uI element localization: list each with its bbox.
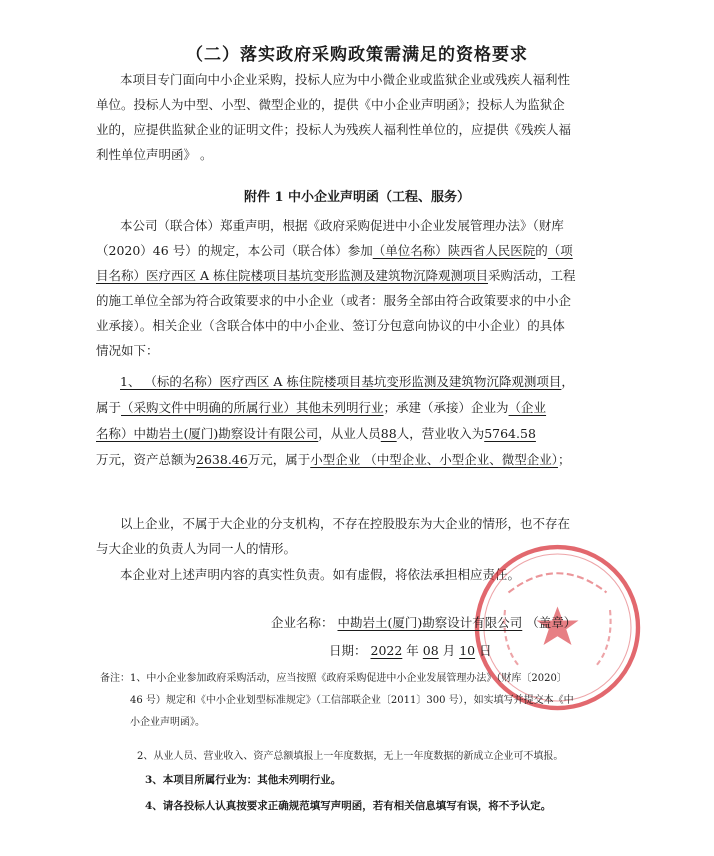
seal-label: （盖章） (526, 615, 577, 630)
item-text: 人，营业收入为 (396, 426, 485, 441)
date-year: 2022 (370, 643, 403, 658)
declaration-line-3 (96, 264, 576, 287)
item-line-4 (96, 448, 570, 471)
declaration-line-5: 业承接）。相关企业（含联合体中的中小企业、签订分包意向协议的中小企业）的具体 (96, 318, 565, 333)
item-line-2 (96, 396, 546, 419)
declaration-text: 采购活动，工程 (487, 268, 576, 283)
signature-date-line (329, 639, 492, 662)
note-2: 2、从业人员、营业收入、资产总额填报上一年度数据，无上一年度数据的新成立企业可不填报。 (137, 751, 564, 762)
signature-company: 中勘岩土(厦门)勘察设计有限公司 (337, 615, 523, 630)
item-text: ；承建（承接）企业为 (383, 400, 509, 415)
industry-field: （采购文件中明确的所属行业）其他未列明行业 (121, 400, 384, 415)
employees-field: 88 (380, 426, 397, 441)
project-name-field: 目名称）医疗西区 A 栋住院楼项目基坑变形监测及建筑物沉降观测项目 (96, 268, 488, 283)
subject-name-field: 1、 （标的名称）医疗西区 A 栋住院楼项目基坑变形监测及建筑物沉降观测项目 (120, 374, 562, 389)
item-text: 万元，属于 (247, 452, 311, 467)
date-month: 08 (422, 643, 439, 658)
declaration-line-1: 本公司（联合体）郑重声明，根据《政府采购促进中小企业发展管理办法》（财库 (120, 218, 564, 233)
date-text: 日 (479, 643, 492, 658)
signature-company-line (271, 611, 576, 634)
declaration-line-4: 的施工单位全部为符合政策要求的中小企业（或者：服务全部由符合政策要求的中小企 (96, 293, 572, 308)
intro-line-1: 本项目专门面向中小企业采购，投标人应为中小微企业或监狱企业或残疾人福利性 (120, 72, 571, 87)
signature-label: 企业名称： (271, 615, 334, 630)
project-name-field: （项 (547, 243, 573, 258)
intro-line-4: 利性单位声明函》 。 (96, 147, 213, 162)
intro-line-3: 业的，应提供监狱企业的证明文件；投标人为残疾人福利性单位的，应提供《残疾人福 (96, 122, 572, 137)
closing-line-1: 以上企业，不属于大企业的分支机构，不存在控股股东为大企业的情形，也不存在 (120, 516, 571, 531)
item-line-1 (120, 370, 574, 393)
closing-line-2: 与大企业的负责人为同一人的情形。 (96, 541, 297, 556)
note-1-line-3: 小企业声明函》。 (130, 717, 205, 728)
item-text: ，从业人员 (318, 426, 381, 441)
declaration-line-6: 情况如下： (96, 343, 159, 358)
item-text: 属于 (96, 400, 122, 415)
enterprise-size-field: 小型企业 （中型企业、小型企业、微型企业） (310, 452, 558, 467)
item-line-3 (96, 422, 536, 445)
closing-line-3: 本企业对上述声明内容的真实性负责。如有虚假，将依法承担相应责任。 (120, 567, 521, 582)
note-1-line-1: 备注：1、中小企业参加政府采购活动，应当按照《政府采购促进中小企业发展管理办法》（财库〔2020〕 (100, 673, 567, 684)
revenue-field: 5764.58 (484, 426, 536, 441)
page-title: （二）落实政府采购政策需满足的资格要求 (186, 45, 528, 65)
note-3: 3、本项目所属行业为：其他未列明行业。 (145, 774, 342, 786)
note-1-line-2: 46 号）规定和《中小企业划型标准规定》（工信部联企业〔2011〕300 号），如实填写并提交本《中 (130, 695, 574, 706)
note-4: 4、请各投标人认真按要求正确规范填写声明函，若有相关信息填写有误，将不予认定。 (145, 800, 552, 812)
date-label: 日期： (329, 643, 367, 658)
assets-field: 2638.46 (196, 452, 248, 467)
intro-line-2: 单位。投标人为中型、小型、微型企业的，提供《中小企业声明函》；投标人为监狱企 (96, 97, 565, 112)
item-text: 万元，资产总额为 (96, 452, 197, 467)
unit-name-field: （单位名称）陕西省人民医院 (372, 243, 536, 258)
item-text: ； (557, 452, 571, 467)
attachment-title: 附件 1 中小企业声明函（工程、服务） (243, 190, 471, 205)
company-name-field: 名称）中勘岩土(厦门)勘察设计有限公司 (96, 426, 319, 441)
declaration-text: （2020）46 号）的规定，本公司（联合体）参加 (96, 243, 373, 258)
declaration-line-2 (96, 239, 573, 262)
date-text: 月 (442, 643, 456, 658)
item-text: ， (561, 374, 574, 389)
date-text: 年 (406, 643, 419, 658)
declaration-text: 的 (535, 243, 548, 258)
company-name-field: （企业 (508, 400, 547, 415)
date-day: 10 (459, 643, 476, 658)
